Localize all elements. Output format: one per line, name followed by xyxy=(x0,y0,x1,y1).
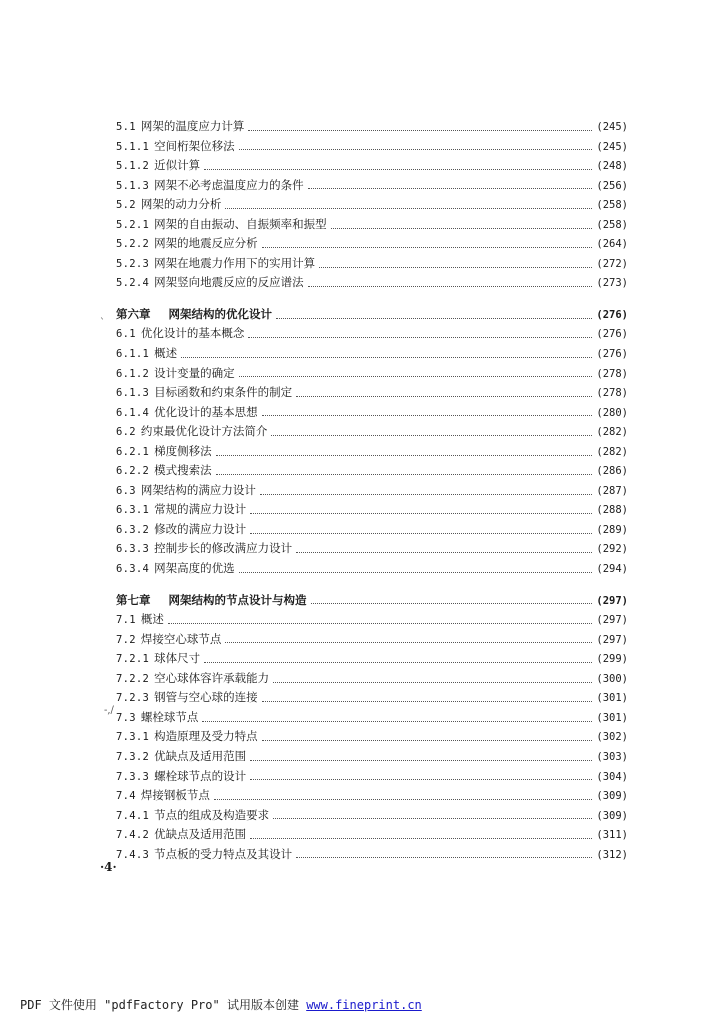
entry-page: (272) xyxy=(596,257,628,270)
entry-title: 模式搜索法 xyxy=(154,463,212,478)
entry-page: (304) xyxy=(596,770,628,783)
leader-dots xyxy=(262,700,593,702)
toc-entry[interactable] xyxy=(116,630,628,650)
leader-dots xyxy=(216,454,593,456)
leader-dots xyxy=(248,336,592,338)
leader-dots xyxy=(216,473,593,475)
leader-dots xyxy=(204,661,592,663)
chapter-title: 网架结构的优化设计 xyxy=(168,306,272,321)
toc-section-6 xyxy=(116,324,628,578)
leader-dots xyxy=(225,641,592,643)
toc-entry[interactable] xyxy=(116,117,628,137)
entry-title: 网架竖向地震反应的反应谱法 xyxy=(154,275,304,290)
toc-entry[interactable] xyxy=(116,539,628,559)
entry-number: 5.1.3 xyxy=(116,179,150,192)
entry-number: 6.3.2 xyxy=(116,523,150,536)
entry-page: (287) xyxy=(596,484,628,497)
leader-dots xyxy=(250,837,592,839)
entry-title: 网架不必考虑温度应力的条件 xyxy=(154,177,304,192)
toc-section-5 xyxy=(116,117,628,293)
entry-number: 6.1 xyxy=(116,328,136,341)
toc-entry[interactable] xyxy=(116,324,628,344)
toc-entry[interactable] xyxy=(116,195,628,215)
entry-title: 焊接空心球节点 xyxy=(140,631,222,646)
entry-page: (282) xyxy=(596,445,628,458)
entry-number: 6.3 xyxy=(116,484,136,497)
entry-title: 优缺点及适用范围 xyxy=(154,748,247,763)
leader-dots xyxy=(262,246,593,248)
entry-page: (276) xyxy=(596,328,628,341)
leader-dots xyxy=(308,187,593,189)
leader-dots xyxy=(214,798,593,800)
entry-number: 7.1 xyxy=(116,614,136,627)
entry-title: 近似计算 xyxy=(154,158,201,173)
entry-number: 7.2.1 xyxy=(116,653,150,666)
entry-number: 5.1.2 xyxy=(116,160,150,173)
leader-dots xyxy=(239,571,593,573)
entry-page: (294) xyxy=(596,563,628,576)
leader-dots xyxy=(308,285,593,287)
entry-page: (278) xyxy=(596,367,628,380)
entry-page: (256) xyxy=(596,179,628,192)
toc-entry[interactable] xyxy=(116,442,628,462)
toc-entry[interactable] xyxy=(116,825,628,845)
leader-dots xyxy=(276,317,592,319)
entry-number: 5.2.3 xyxy=(116,257,150,270)
toc-entry[interactable] xyxy=(116,215,628,235)
entry-page: (302) xyxy=(596,731,628,744)
entry-title: 优缺点及适用范围 xyxy=(154,827,247,842)
leader-dots xyxy=(262,414,593,416)
entry-number: 5.2.4 xyxy=(116,277,150,290)
toc-entry[interactable] xyxy=(116,461,628,481)
entry-title: 网架的温度应力计算 xyxy=(140,119,245,133)
toc-chapter-6[interactable] xyxy=(116,305,628,325)
leader-dots xyxy=(225,207,592,209)
leader-dots xyxy=(239,148,593,150)
toc-entry[interactable] xyxy=(116,403,628,423)
leader-dots xyxy=(331,227,593,229)
entry-title: 网架的地震反应分析 xyxy=(154,236,258,251)
leader-dots xyxy=(202,720,592,722)
entry-number: 5.2 xyxy=(116,199,136,212)
entry-page: (300) xyxy=(596,672,628,685)
toc-entry[interactable] xyxy=(116,156,628,176)
entry-number: 7.2.2 xyxy=(116,672,150,685)
entry-page: (311) xyxy=(596,829,628,842)
entry-number: 6.1.2 xyxy=(116,367,150,380)
entry-title: 优化设计的基本概念 xyxy=(140,326,245,341)
entry-title: 螺栓球节点的设计 xyxy=(154,768,247,783)
entry-page: (309) xyxy=(596,809,628,822)
entry-number: 7.4.1 xyxy=(116,809,150,822)
chapter-page: (297) xyxy=(596,594,628,607)
toc-entry[interactable] xyxy=(116,383,628,403)
entry-title: 概述 xyxy=(140,612,164,627)
toc-entry[interactable] xyxy=(116,669,628,689)
scan-mark: ˋ xyxy=(100,318,105,329)
entry-page: (299) xyxy=(596,653,628,666)
toc-entry[interactable] xyxy=(116,273,628,293)
scan-mark: -,/ xyxy=(104,705,114,716)
page-number: ·4· xyxy=(100,860,117,874)
entry-page: (258) xyxy=(596,199,628,212)
entry-number: 6.1.1 xyxy=(116,348,150,361)
entry-number: 6.1.3 xyxy=(116,387,150,400)
entry-title: 节点的组成及构造要求 xyxy=(154,807,270,822)
entry-number: 7.4.3 xyxy=(116,848,150,861)
toc-entry[interactable] xyxy=(116,364,628,384)
entry-page: (278) xyxy=(596,387,628,400)
leader-dots xyxy=(262,739,593,741)
entry-page: (273) xyxy=(596,277,628,290)
entry-number: 7.2.3 xyxy=(116,692,150,705)
entry-title: 钢管与空心球的连接 xyxy=(154,690,258,705)
toc-entry[interactable] xyxy=(116,708,628,728)
entry-title: 常规的满应力设计 xyxy=(154,502,247,517)
entry-title: 概述 xyxy=(154,346,178,361)
entry-title: 网架高度的优选 xyxy=(154,561,235,576)
pdf-footer xyxy=(20,996,422,1013)
entry-page: (301) xyxy=(596,711,628,724)
entry-page: (297) xyxy=(596,614,628,627)
entry-number: 7.3 xyxy=(116,711,136,724)
entry-number: 5.1 xyxy=(116,121,136,133)
entry-title: 约束最优化设计方法简介 xyxy=(140,424,268,439)
leader-dots xyxy=(181,356,592,358)
entry-page: (301) xyxy=(596,692,628,705)
entry-page: (245) xyxy=(596,121,628,133)
leader-dots xyxy=(319,266,592,268)
entry-title: 螺栓球节点 xyxy=(140,709,199,724)
footer-link[interactable]: www.fineprint.cn xyxy=(306,998,422,1012)
leader-dots xyxy=(168,622,593,624)
leader-dots xyxy=(296,551,592,553)
entry-title: 焊接钢板节点 xyxy=(140,788,210,803)
toc-entry[interactable] xyxy=(116,806,628,826)
entry-page: (245) xyxy=(596,140,628,153)
entry-title: 梯度侧移法 xyxy=(154,443,212,458)
entry-page: (282) xyxy=(596,426,628,439)
entry-title: 控制步长的修改满应力设计 xyxy=(154,541,293,556)
chapter-page: (276) xyxy=(596,308,628,321)
entry-number: 7.4 xyxy=(116,790,136,803)
entry-number: 7.4.2 xyxy=(116,829,150,842)
entry-page: (292) xyxy=(596,543,628,556)
leader-dots xyxy=(204,168,592,170)
toc-entry[interactable] xyxy=(116,481,628,501)
entry-title: 目标函数和约束条件的制定 xyxy=(154,385,293,400)
entry-title: 网架结构的满应力设计 xyxy=(140,482,256,497)
leader-dots xyxy=(273,681,592,683)
entry-page: (286) xyxy=(596,465,628,478)
entry-title: 设计变量的确定 xyxy=(154,365,235,380)
toc-entry[interactable] xyxy=(116,845,628,865)
toc-entry[interactable] xyxy=(116,520,628,540)
toc-entry[interactable] xyxy=(116,422,628,442)
toc-entry[interactable] xyxy=(116,500,628,520)
leader-dots xyxy=(248,129,592,131)
entry-page: (309) xyxy=(596,790,628,803)
entry-title: 网架在地震力作用下的实用计算 xyxy=(154,255,316,270)
entry-page: (297) xyxy=(596,633,628,646)
entry-page: (303) xyxy=(596,750,628,763)
leader-dots xyxy=(296,856,592,858)
toc-section-7 xyxy=(116,610,628,864)
entry-page: (258) xyxy=(596,218,628,231)
toc-chapter-7[interactable] xyxy=(116,591,628,611)
toc-entry[interactable] xyxy=(116,786,628,806)
toc-entry[interactable] xyxy=(116,344,628,364)
entry-title: 节点板的受力特点及其设计 xyxy=(154,846,293,861)
leader-dots xyxy=(250,512,592,514)
toc-entry[interactable] xyxy=(116,747,628,767)
leader-dots xyxy=(250,532,592,534)
leader-dots xyxy=(296,395,592,397)
entry-title: 球体尺寸 xyxy=(154,651,201,666)
entry-title: 网架的自由振动、自振频率和振型 xyxy=(154,216,327,231)
entry-title: 空心球体容许承载能力 xyxy=(154,670,270,685)
entry-number: 5.1.1 xyxy=(116,140,150,153)
entry-number: 6.2.2 xyxy=(116,465,150,478)
entry-number: 7.3.1 xyxy=(116,731,150,744)
entry-page: (288) xyxy=(596,504,628,517)
entry-number: 7.3.2 xyxy=(116,750,150,763)
leader-dots xyxy=(311,602,593,604)
entry-number: 6.2 xyxy=(116,426,136,439)
toc-entry[interactable] xyxy=(116,649,628,669)
leader-dots xyxy=(250,778,592,780)
toc-entry[interactable] xyxy=(116,234,628,254)
entry-page: (280) xyxy=(596,406,628,419)
entry-page: (276) xyxy=(596,348,628,361)
leader-dots xyxy=(271,434,592,436)
toc-entry[interactable] xyxy=(116,610,628,630)
chapter-number: 第六章 xyxy=(116,306,151,321)
toc-entry[interactable] xyxy=(116,254,628,274)
entry-title: 网架的动力分析 xyxy=(140,197,222,212)
entry-number: 7.3.3 xyxy=(116,770,150,783)
entry-title: 空间桁架位移法 xyxy=(154,138,235,153)
entry-number: 5.2.2 xyxy=(116,238,150,251)
chapter-number: 第七章 xyxy=(116,592,151,607)
entry-number: 6.1.4 xyxy=(116,406,150,419)
entry-page: (289) xyxy=(596,523,628,536)
leader-dots xyxy=(250,759,592,761)
entry-title: 修改的满应力设计 xyxy=(154,521,247,536)
leader-dots xyxy=(260,493,593,495)
entry-title: 优化设计的基本思想 xyxy=(154,404,258,419)
entry-number: 6.3.4 xyxy=(116,563,150,576)
toc-entry[interactable] xyxy=(116,727,628,747)
toc-entry[interactable] xyxy=(116,767,628,787)
entry-number: 6.2.1 xyxy=(116,445,150,458)
entry-number: 6.3.1 xyxy=(116,504,150,517)
leader-dots xyxy=(239,375,593,377)
toc-entry[interactable] xyxy=(116,137,628,157)
entry-number: 6.3.3 xyxy=(116,543,150,556)
chapter-title: 网架结构的节点设计与构造 xyxy=(168,592,307,607)
entry-page: (312) xyxy=(596,848,628,861)
entry-title: 构造原理及受力特点 xyxy=(154,729,258,744)
table-of-contents xyxy=(116,117,628,864)
footer-text: PDF 文件使用 "pdfFactory Pro" 试用版本创建 xyxy=(20,998,299,1012)
entry-number: 7.2 xyxy=(116,633,136,646)
entry-page: (248) xyxy=(596,160,628,173)
entry-number: 5.2.1 xyxy=(116,218,150,231)
toc-entry[interactable] xyxy=(116,176,628,196)
leader-dots xyxy=(273,817,592,819)
toc-entry[interactable] xyxy=(116,688,628,708)
entry-page: (264) xyxy=(596,238,628,251)
toc-entry[interactable] xyxy=(116,559,628,579)
